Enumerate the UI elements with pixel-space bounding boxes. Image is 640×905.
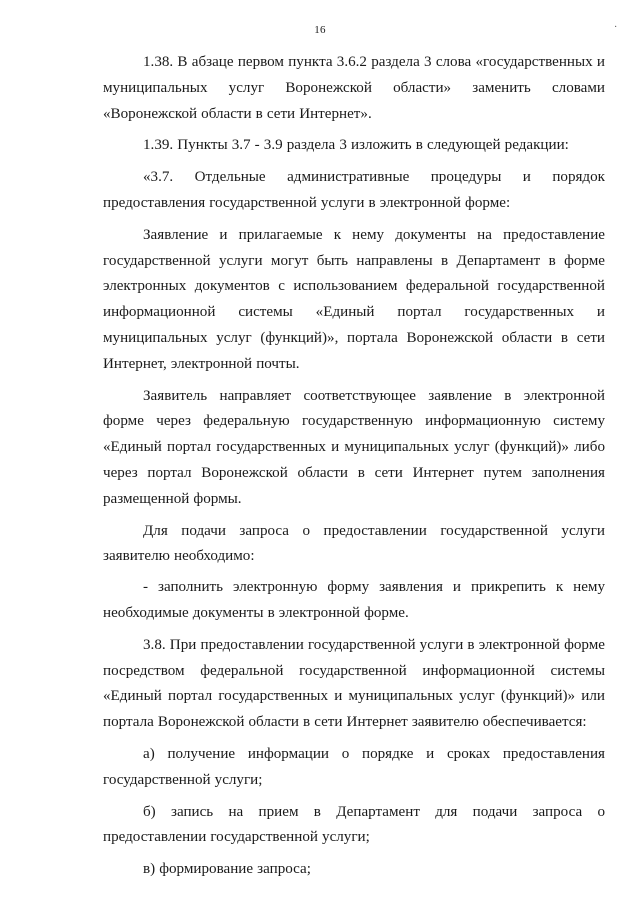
- list-item-a: а) получение информации о порядке и сроках предоставления государственной услуги;: [103, 745, 605, 788]
- paragraph-3-8: 3.8. При предоставлении государственной услуги в электронной форме посредством федеральной государственной информационной системы «Единый портал государственных и муниципальных услуг (функций)» или портала Воронежской области в сети Интернет заявителю обеспечивается:: [103, 636, 605, 731]
- paragraph-3-7-heading: «3.7. Отдельные административные процедуры и порядок предоставления государственной услуги в электронной форме:: [103, 169, 605, 211]
- paragraph-request-requirements: Для подачи запроса о предоставлении государственной услуги заявителю необходимо:: [103, 522, 605, 565]
- paragraph-application-documents: Заявление и прилагаемые к нему документы на предоставление государственной услуги могут быть направлены в Департамент в форме электронных документов с использованием федеральной государственной информационной системы «Единый портал государственных и муниципальных услуг (функций)», портала Воронежской области в сети Интернет, электронной почты.: [103, 226, 605, 372]
- list-item-b: б) запись на прием в Департамент для подачи запроса о предоставлении государственной услуги;: [103, 803, 605, 846]
- paragraph-1-38: 1.38. В абзаце первом пункта 3.6.2 раздела 3 слова «государственных и муниципальных услуг Воронежской области» заменить словами «Воронежской области в сети Интернет».: [103, 54, 605, 122]
- list-item-v: в) формирование запроса;: [143, 861, 311, 878]
- corner-mark: ·: [614, 22, 618, 33]
- paragraph-applicant-submits: Заявитель направляет соответствующее заявление в электронной форме через федеральную государственную информационную систему «Единый портал государственных и муниципальных услуг (функций)» либо через портал Воронежской области в сети Интернет путем заполнения размещенной формы.: [103, 387, 605, 507]
- page-number: 16: [314, 24, 326, 36]
- paragraph-1-39: 1.39. Пункты 3.7 - 3.9 раздела 3 изложить в следующей редакции:: [143, 137, 569, 154]
- document-body: [103, 50, 605, 889]
- paragraph-fill-form-item: - заполнить электронную форму заявления и прикрепить к нему необходимые документы в электронной форме.: [103, 579, 605, 621]
